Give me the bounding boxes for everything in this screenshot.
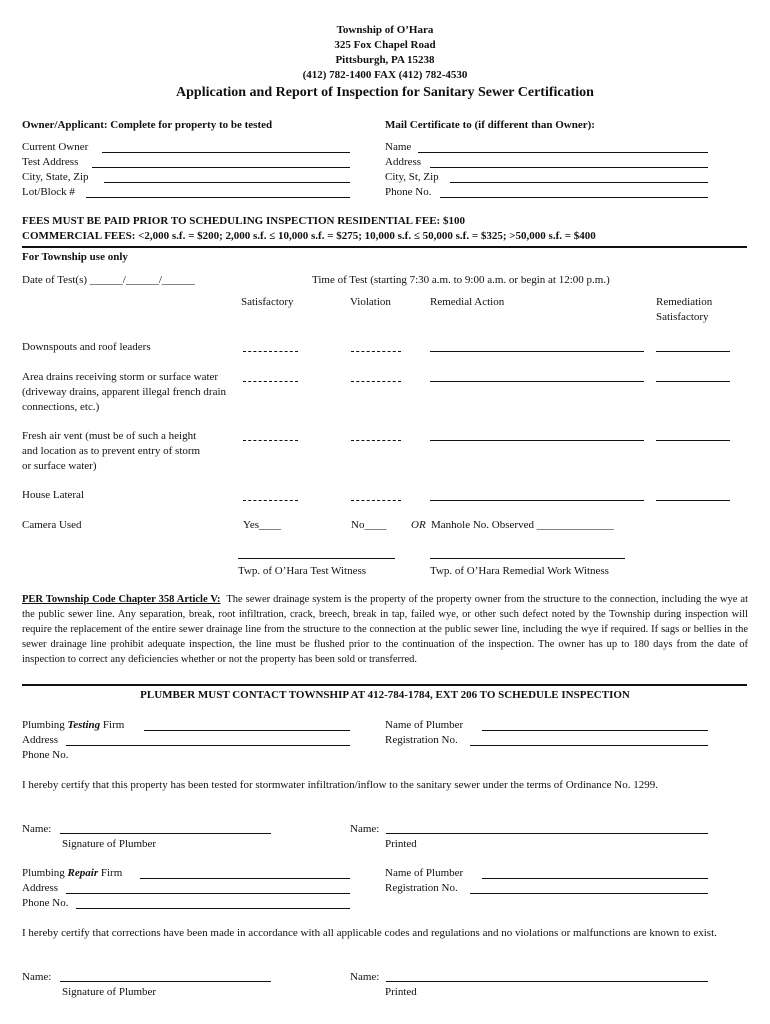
repair-name-label: Name:: [22, 971, 52, 983]
camera-no[interactable]: No____: [351, 519, 387, 531]
row-label: Fresh air vent (must be of such a height and location as to prevent entry of storm or surface water): [22, 430, 201, 472]
repair-firm-field[interactable]: [140, 878, 350, 879]
divider: [22, 684, 747, 686]
mail-heading: Mail Certificate to (if different than Owner):: [385, 119, 595, 131]
remediation-satisfactory-field[interactable]: [656, 381, 730, 382]
repair-firm-label: Plumbing Repair Firm: [22, 867, 123, 879]
col-remediation-satisfactory: Satisfactory: [656, 311, 709, 323]
testing-plumber-label: Name of Plumber: [385, 719, 464, 731]
date-of-test: Date of Test(s) ______/______/______: [22, 274, 195, 286]
violation-blank[interactable]: [351, 440, 401, 441]
repair-printed-field[interactable]: [386, 981, 708, 982]
violation-blank[interactable]: [351, 381, 401, 382]
mail-field-label: City, St, Zip: [385, 171, 439, 183]
remedial-action-field[interactable]: [430, 381, 644, 382]
satisfactory-blank[interactable]: [243, 440, 298, 441]
org-phone: (412) 782-1400 FAX (412) 782-4530: [302, 69, 468, 81]
col-violation: Violation: [350, 296, 391, 308]
owner-field-label: Test Address: [22, 156, 79, 168]
city-state-zip-field[interactable]: [104, 182, 350, 183]
testing-phone-label: Phone No.: [22, 749, 69, 761]
col-remediation: Remediation: [656, 296, 713, 308]
mail-field-label: Phone No.: [385, 186, 432, 198]
testing-signature-label: Signature of Plumber: [62, 838, 157, 850]
org-city: Pittsburgh, PA 15238: [335, 54, 435, 66]
remedial-action-field[interactable]: [430, 500, 644, 501]
current-owner-field[interactable]: [102, 152, 350, 153]
owner-field-label: City, State, Zip: [22, 171, 89, 183]
satisfactory-blank[interactable]: [243, 381, 298, 382]
mail-name-field[interactable]: [418, 152, 708, 153]
repair-plumber-label: Name of Plumber: [385, 867, 464, 879]
camera-label: Camera Used: [22, 519, 82, 531]
testing-certify: I hereby certify that this property has been tested for stormwater infiltration/inflow to the sanitary sewer under the terms of Ordinance No. 1299.: [22, 779, 658, 791]
remedial-witness-label: Twp. of O’Hara Remedial Work Witness: [430, 565, 609, 577]
repair-phone-field[interactable]: [76, 908, 350, 909]
col-satisfactory: Satisfactory: [241, 296, 294, 308]
or-word: OR: [411, 519, 426, 531]
satisfactory-blank[interactable]: [243, 351, 298, 352]
code-heading: PER Township Code Chapter 358 Article V:: [22, 594, 221, 605]
township-heading: For Township use only: [22, 251, 128, 263]
repair-address-label: Address: [22, 882, 59, 894]
row-label: House Lateral: [22, 489, 84, 501]
time-of-test: Time of Test (starting 7:30 a.m. to 9:00 a.m. or begin at 12:00 p.m.): [312, 274, 610, 286]
remediation-satisfactory-field[interactable]: [656, 351, 730, 352]
remedial-action-field[interactable]: [430, 440, 644, 441]
repair-registration-field[interactable]: [470, 893, 708, 894]
repair-signature-label: Signature of Plumber: [62, 986, 157, 998]
fees-line-1: FEES MUST BE PAID PRIOR TO SCHEDULING INSPECTION RESIDENTIAL FEE: $100: [22, 215, 465, 227]
testing-firm-label: Plumbing Testing Firm: [22, 719, 125, 731]
testing-firm-field[interactable]: [144, 730, 350, 731]
mail-city-field[interactable]: [450, 182, 708, 183]
testing-printed-label: Printed: [385, 838, 417, 850]
owner-heading: Owner/Applicant: Complete for property to be tested: [22, 119, 273, 131]
repair-phone-label: Phone No.: [22, 897, 69, 909]
page-title: Application and Report of Inspection for Sanitary Sewer Certification: [176, 85, 594, 100]
divider: [22, 246, 747, 248]
owner-field-label: Lot/Block #: [22, 186, 75, 198]
manhole-observed[interactable]: Manhole No. Observed ______________: [431, 519, 614, 531]
row-label: Downspouts and roof leaders: [22, 341, 151, 353]
mail-field-label: Name: [385, 141, 412, 153]
org-street: 325 Fox Chapel Road: [334, 39, 436, 51]
row-label: Area drains receiving storm or surface water (driveway drains, apparent illegal french drain connections, etc.): [22, 371, 227, 413]
repair-signature-field[interactable]: [60, 981, 271, 982]
test-address-field[interactable]: [92, 167, 350, 168]
repair-name-label-2: Name:: [350, 971, 380, 983]
testing-printed-field[interactable]: [386, 833, 708, 834]
code-paragraph: [22, 592, 748, 667]
repair-certify: I hereby certify that corrections have been made in accordance with all applicable codes and regulations and no violations or malfunctions are known to exist.: [22, 927, 717, 939]
remedial-witness-line[interactable]: [430, 558, 625, 559]
mail-phone-field[interactable]: [440, 197, 708, 198]
lot-block-field[interactable]: [86, 197, 350, 198]
code-text: The sewer drainage system is the property of the property owner from the structure to the connection, including the wye at the public sewer line. Any separation, break, root infiltration, crack, breech, break in tap, failed wye, or other such defect noted by the Township during inspection will require the replacement of the entire sewer drainage line from the structure to the connection at the public sewer line, including the wye if required. If sags or bellies in the sewer drainage line prohibit adequate inspection, the line must be flushed prior to the continuation of the inspection. The owner has up to 180 days from the date of inspection to correct any deficiencies whether or not the property has been sold or transferred.: [22, 594, 749, 665]
testing-signature-field[interactable]: [60, 833, 271, 834]
col-remedial: Remedial Action: [430, 296, 505, 308]
satisfactory-blank[interactable]: [243, 500, 298, 501]
testing-registration-field[interactable]: [470, 745, 708, 746]
violation-blank[interactable]: [351, 351, 401, 352]
remediation-satisfactory-field[interactable]: [656, 500, 730, 501]
repair-printed-label: Printed: [385, 986, 417, 998]
plumber-notice: PLUMBER MUST CONTACT TOWNSHIP AT 412-784-1784, EXT 206 TO SCHEDULE INSPECTION: [140, 689, 630, 701]
remediation-satisfactory-field[interactable]: [656, 440, 730, 441]
fees-line-2: COMMERCIAL FEES: <2,000 s.f. = $200; 2,000 s.f. ≤ 10,000 s.f. = $275; 10,000 s.f. ≤ 50,000 s.f. = $325; >50,000 s.f. = $400: [22, 230, 596, 242]
test-witness-line[interactable]: [238, 558, 395, 559]
testing-address-field[interactable]: [66, 745, 350, 746]
testing-name-label-2: Name:: [350, 823, 380, 835]
testing-name-label: Name:: [22, 823, 52, 835]
mail-address-field[interactable]: [430, 167, 708, 168]
repair-registration-label: Registration No.: [385, 882, 458, 894]
testing-address-label: Address: [22, 734, 59, 746]
repair-address-field[interactable]: [66, 893, 350, 894]
camera-yes[interactable]: Yes____: [243, 519, 282, 531]
org-name: Township of O’Hara: [336, 24, 434, 36]
mail-field-label: Address: [385, 156, 422, 168]
repair-plumber-field[interactable]: [482, 878, 708, 879]
violation-blank[interactable]: [351, 500, 401, 501]
remedial-action-field[interactable]: [430, 351, 644, 352]
testing-plumber-field[interactable]: [482, 730, 708, 731]
test-witness-label: Twp. of O’Hara Test Witness: [238, 565, 367, 577]
testing-registration-label: Registration No.: [385, 734, 458, 746]
owner-field-label: Current Owner: [22, 141, 89, 153]
